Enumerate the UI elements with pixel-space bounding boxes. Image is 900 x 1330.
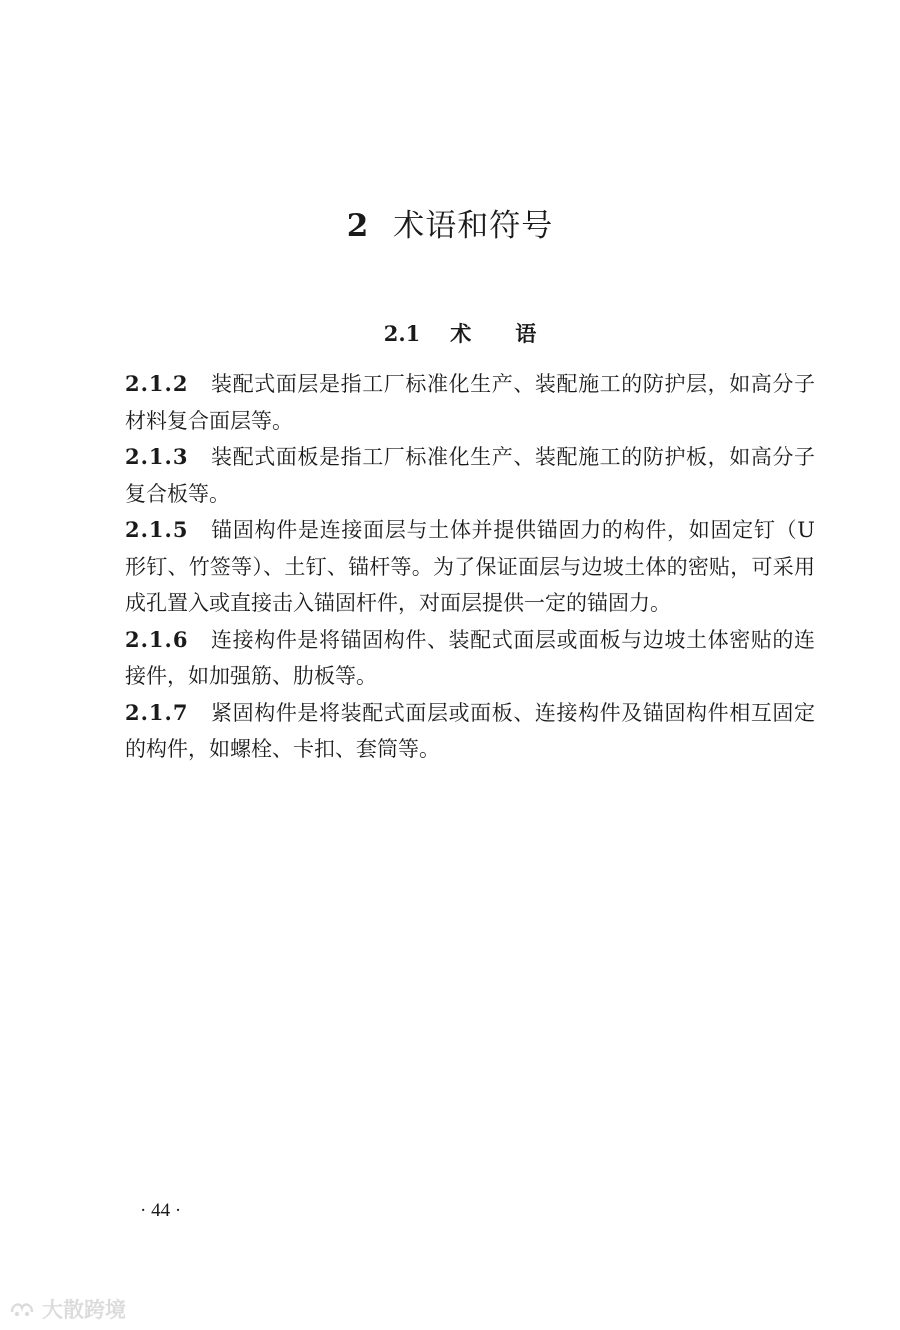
term-text: 装配式面层是指工厂标准化生产、装配施工的防护层，如高分子材料复合面层等。 [125, 372, 815, 433]
term-text: 紧固构件是将装配式面层或面板、连接构件及锚固构件相互固定的构件，如螺栓、卡扣、套筒等。 [125, 700, 815, 761]
terms-list [125, 366, 815, 768]
term-number: 2.1.6 [125, 626, 189, 652]
term-number: 2.1.2 [125, 371, 189, 396]
term-text: 装配式面板是指工厂标准化生产、装配施工的防护板，如高分子复合板等。 [125, 445, 815, 506]
chapter-title-text: 术语和符号 [393, 208, 554, 244]
section-title [0, 318, 900, 348]
term-text: 连接构件是将锚固构件、装配式面层或面板与边坡土体密贴的连接件，如加强筋、肋板等。 [125, 627, 815, 688]
term-entry [125, 512, 815, 622]
term-entry [125, 695, 815, 768]
section-title-part2: 语 [515, 321, 537, 346]
term-number: 2.1.5 [125, 517, 189, 542]
term-entry [125, 439, 815, 512]
term-entry [125, 366, 815, 439]
section-title-part1: 术 [450, 321, 472, 346]
term-entry [125, 622, 815, 695]
page-number: · 44 · [140, 1200, 182, 1221]
watermark-text: 大散跨境 [42, 1298, 126, 1322]
watermark [8, 1294, 126, 1324]
logo-icon [8, 1298, 36, 1320]
chapter-number: 2 [346, 208, 370, 244]
term-number: 2.1.7 [125, 699, 189, 725]
section-number: 2.1 [383, 321, 421, 346]
term-number: 2.1.3 [125, 444, 189, 469]
chapter-title [0, 200, 900, 245]
term-text: 锚固构件是连接面层与土体并提供锚固力的构件，如固定钉（U形钉、竹签等）、土钉、锚杆等。为了保证面层与边坡土体的密贴，可采用成孔置入或直接击入锚固杆件，对面层提供一定的锚固力。 [125, 518, 815, 615]
